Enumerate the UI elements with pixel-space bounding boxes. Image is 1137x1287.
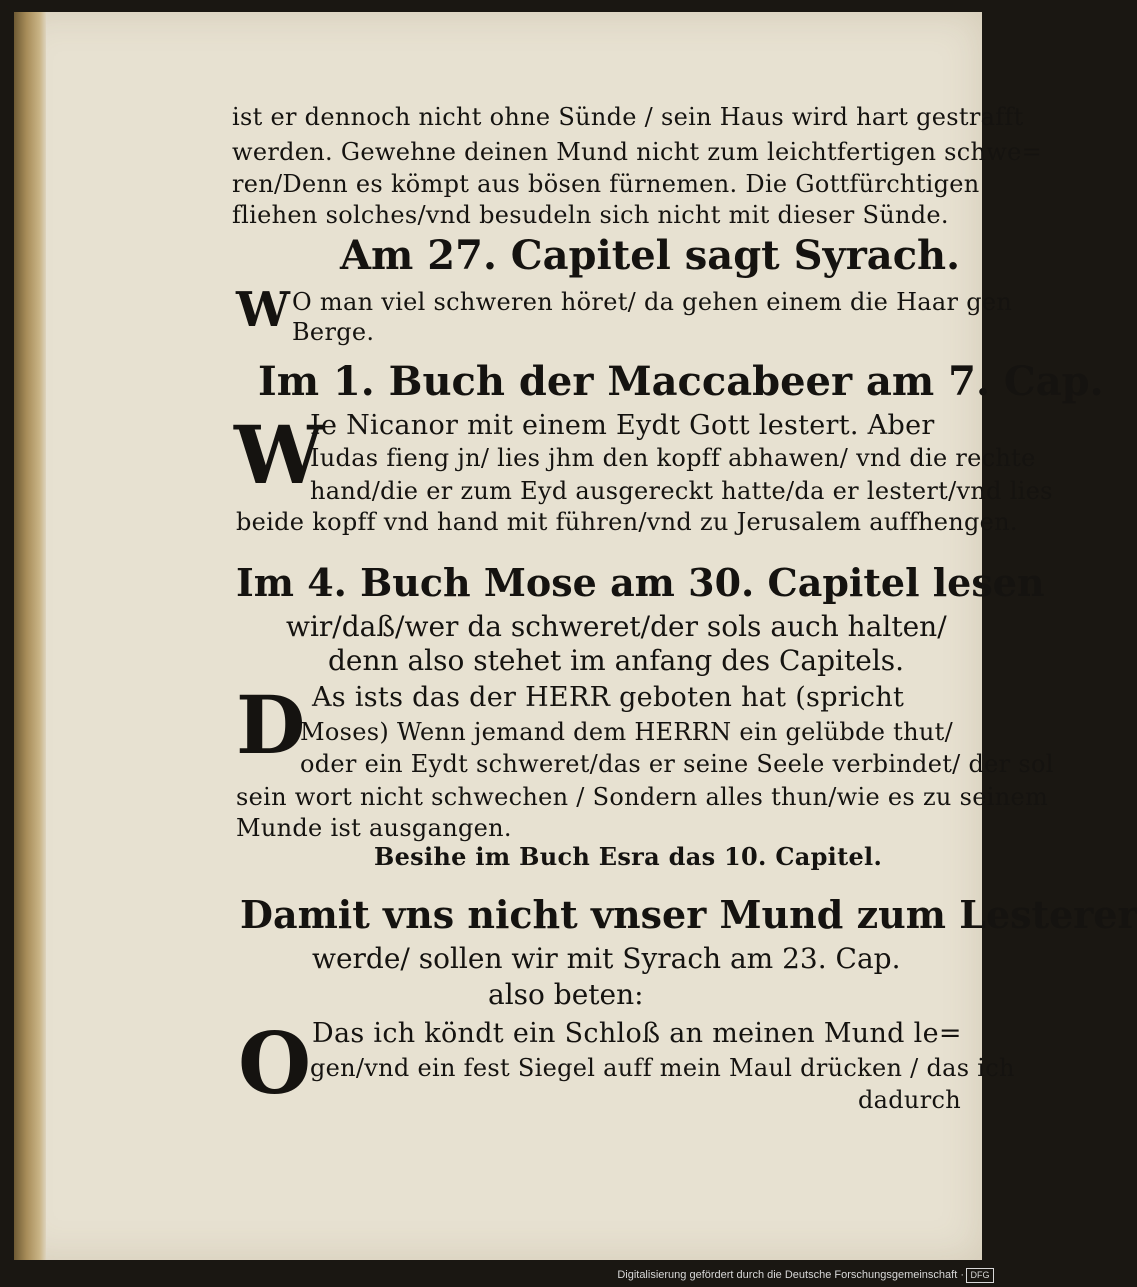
section-subheading: also beten: <box>488 978 644 1011</box>
section-heading: Im 1. Buch der Maccabeer am 7. Cap. <box>258 358 1104 405</box>
section-subheading: denn also stehet im anfang des Capitels. <box>328 644 905 677</box>
dfg-logo: DFG <box>966 1268 994 1283</box>
catchword: dadurch <box>858 1086 961 1114</box>
body-line: werden. Gewehne deinen Mund nicht zum leichtfertigen schwe= <box>232 138 1043 166</box>
body-line: Iudas fieng jn/ lies jhm den kopff abhawen/ vnd die rechte <box>310 444 1036 472</box>
section-heading: Im 4. Buch Mose am 30. Capitel lesen <box>236 560 1045 605</box>
body-line: Ie Nicanor mit einem Eydt Gott lestert. Aber <box>310 410 935 441</box>
initial-letter: D <box>236 678 306 772</box>
page-edge <box>14 12 46 1260</box>
body-line: Berge. <box>292 318 375 346</box>
body-line: Munde ist ausgangen. <box>236 814 512 842</box>
body-line: gen/vnd ein fest Siegel auff mein Maul drücken / das ich <box>310 1054 1015 1082</box>
body-line: sein wort nicht schwechen / Sondern alles thun/wie es zu seinem <box>236 783 1049 811</box>
section-subheading: werde/ sollen wir mit Syrach am 23. Cap. <box>312 942 901 975</box>
initial-letter: W <box>236 282 290 338</box>
body-line: ist er dennoch nicht ohne Sünde / sein Haus wird hart gestrafft <box>232 103 1024 131</box>
body-line: Moses) Wenn jemand dem HERRN ein gelübde thut/ <box>300 718 953 746</box>
initial-letter: O <box>238 1014 312 1113</box>
body-line: ren/Denn es kömpt aus bösen fürnemen. Die Gottfürchtigen <box>232 170 980 198</box>
section-heading: Am 27. Capitel sagt Syrach. <box>340 232 961 279</box>
body-line: Das ich köndt ein Schloß an meinen Mund le= <box>312 1018 962 1049</box>
body-line: hand/die er zum Eyd ausgereckt hatte/da er lestert/vnd lies <box>310 477 1053 505</box>
section-heading: Damit vns nicht vnser Mund zum Lesterer <box>240 892 1137 937</box>
body-line: beide kopff vnd hand mit führen/vnd zu Jerusalem auffhengen. <box>236 508 1018 536</box>
section-subheading: wir/daß/wer da schweret/der sols auch halten/ <box>286 610 947 643</box>
body-line: As ists das der HERR geboten hat (spricht <box>312 682 905 713</box>
reference-note: Besihe im Buch Esra das 10. Capitel. <box>374 842 883 871</box>
body-line: fliehen solches/vnd besudeln sich nicht mit dieser Sünde. <box>232 201 949 229</box>
funding-credit: Digitalisierung gefördert durch die Deutsche Forschungsgemeinschaft · <box>617 1269 964 1281</box>
body-line: oder ein Eydt schweret/das er seine Seele verbindet/ der sol <box>300 750 1054 778</box>
initial-letter: W <box>234 408 324 502</box>
body-line: O man viel schweren höret/ da gehen einem die Haar gen <box>292 288 1013 316</box>
